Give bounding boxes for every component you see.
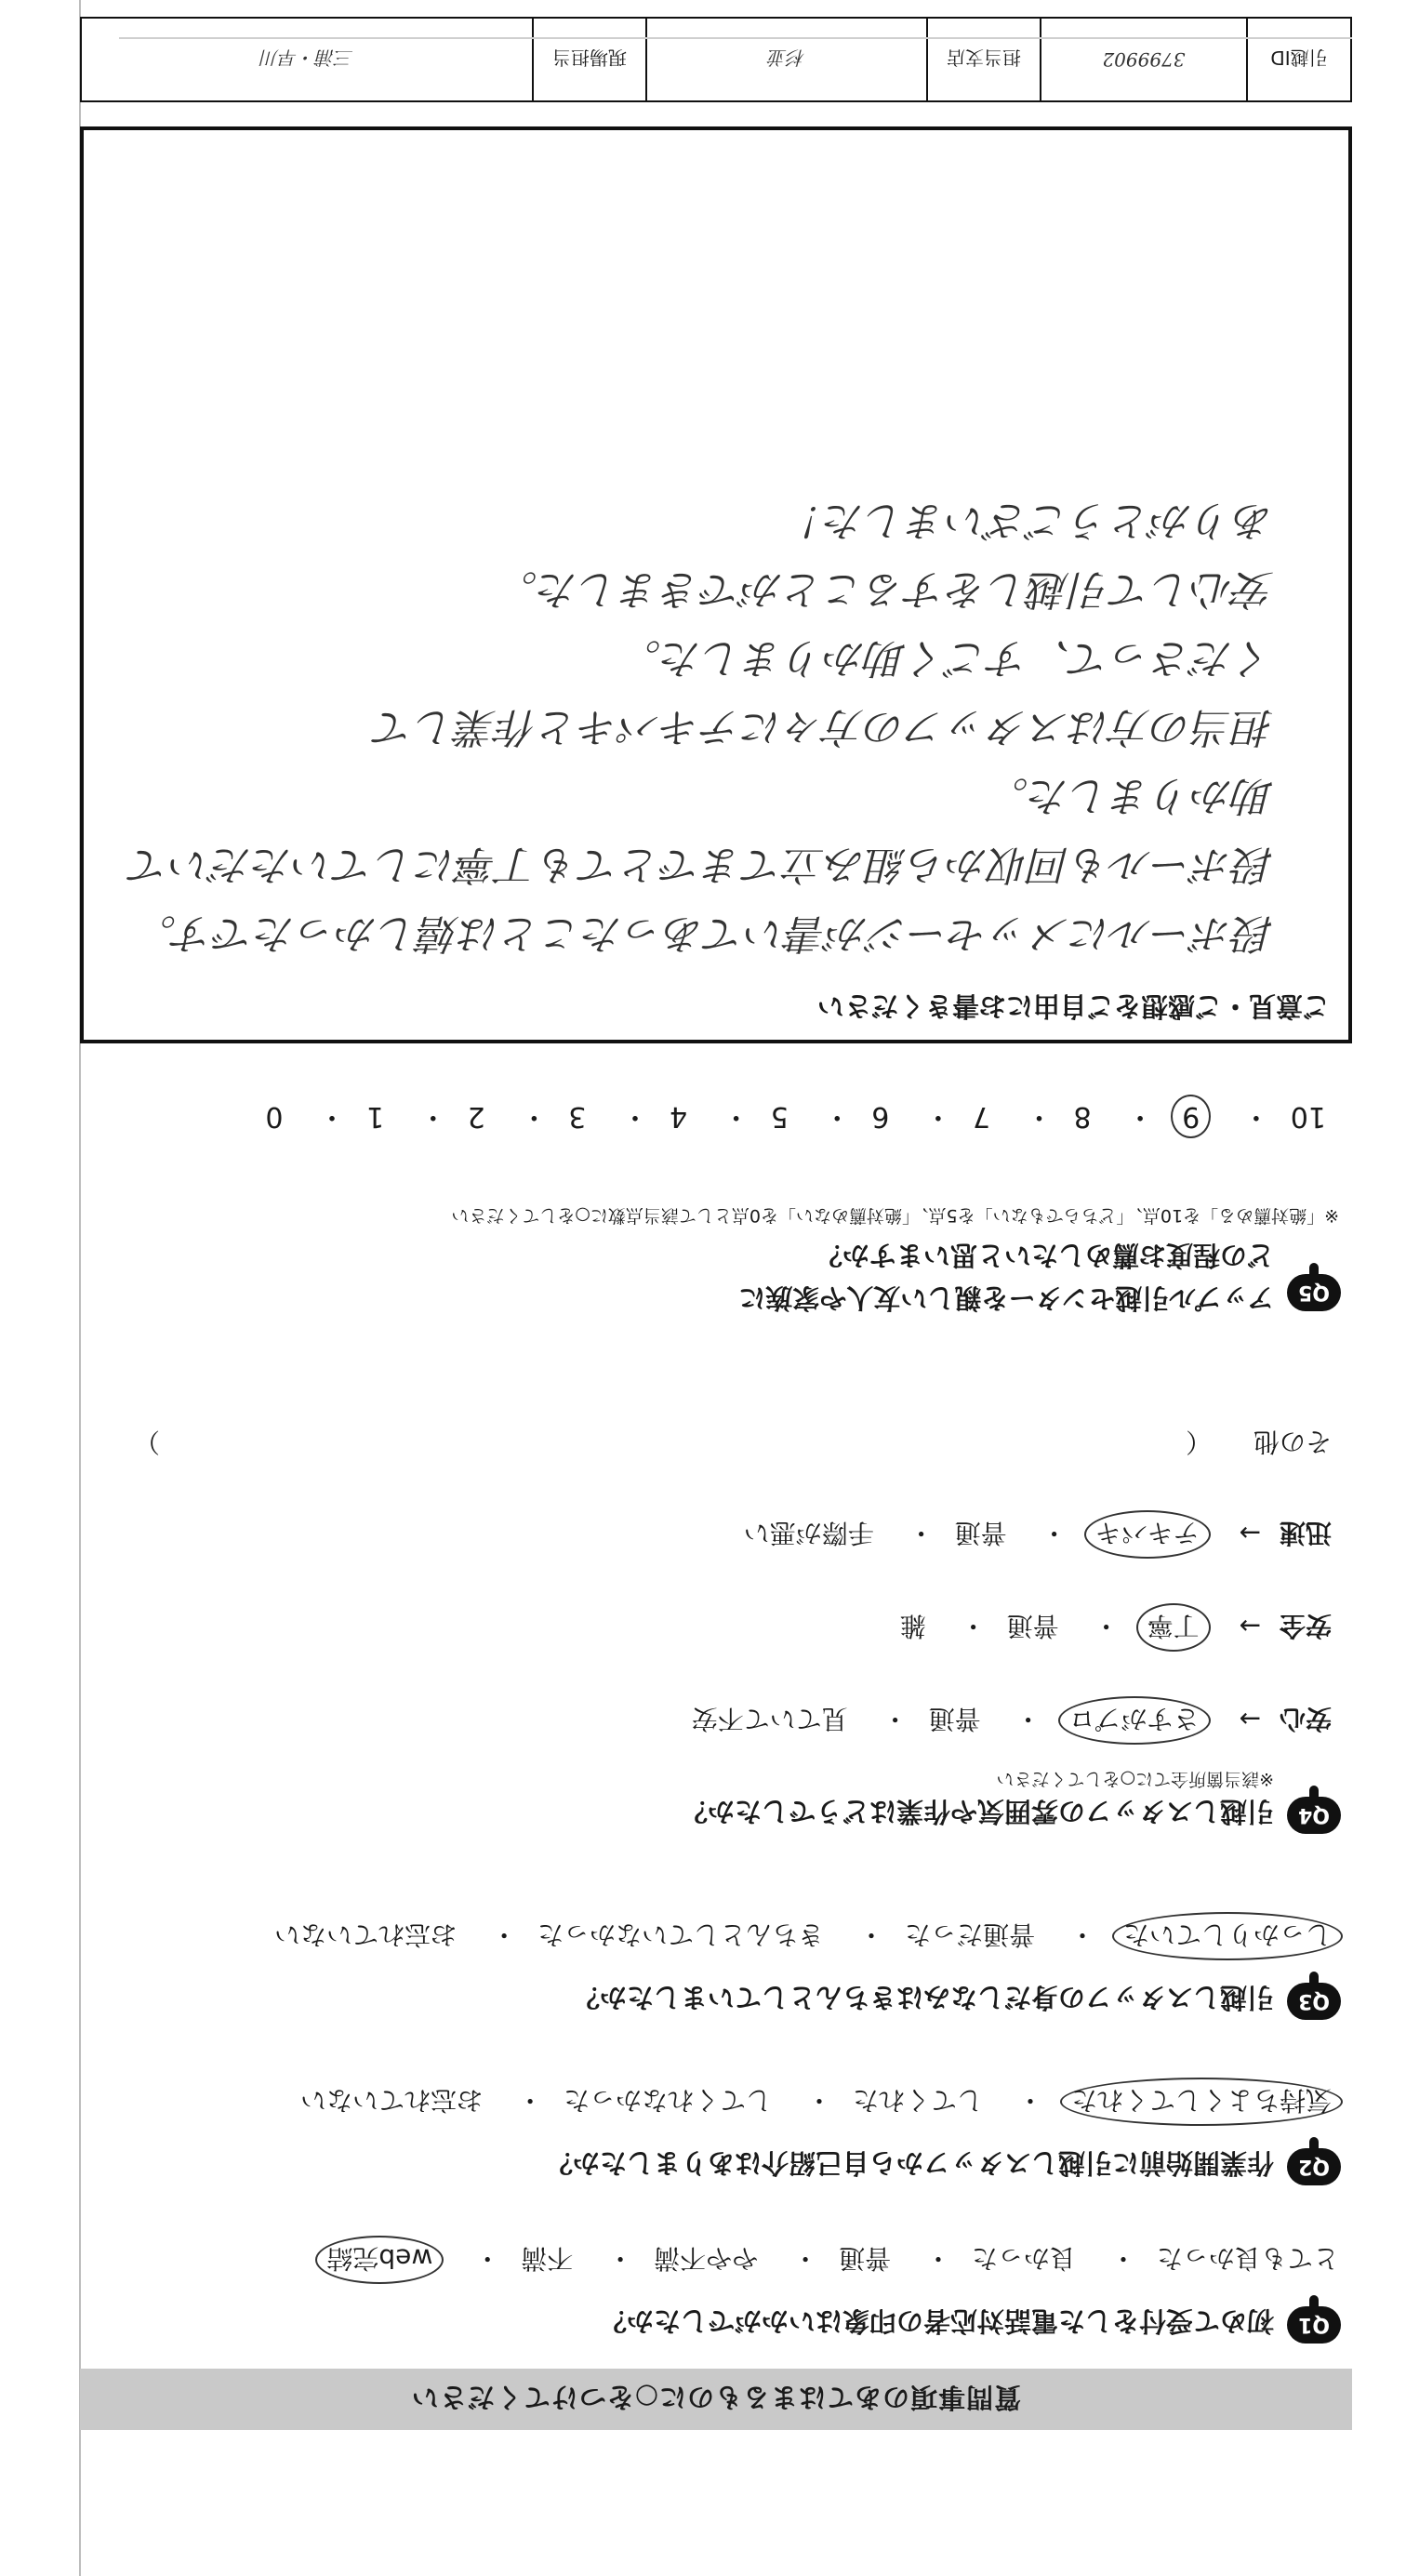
q4-row-jinsoku: 迅速→ テキパキ・ 普通・ 手際が悪い (744, 1516, 1332, 1553)
feedback-line: 担当の方はスタッフの方々にテキパキと作業して (374, 703, 1274, 750)
q1-badge: Q1 (1287, 2306, 1341, 2344)
staff-info-table (80, 17, 1352, 102)
q2-options: 気持ちよくしてくれた・ してくれた・ してくれなかった・ お忘れていない (300, 2083, 1339, 2120)
staff-label: 現場担当 (532, 19, 645, 100)
q5-scale: 10・ 9・ 8・ 7・ 6・ 5・ 4・ 3・ 2・ 1・ 0 (265, 1099, 1326, 1140)
q1-option[interactable]: 普通 (839, 2243, 892, 2274)
q4-row-label: 安心 (1279, 1704, 1332, 1734)
q2-option-selected[interactable]: 気持ちよくしてくれた (1060, 2078, 1343, 2126)
q4-row-label: 安全 (1279, 1611, 1332, 1641)
q4-other-label: その他 (1253, 1427, 1332, 1457)
q4-option-selected[interactable]: さすがプロ (1058, 1696, 1211, 1745)
q5-note: ※「絶対薦める」を10点、「どちらでもない」を5点、「絶対薦めない」を0点として該当点数に○をしてください (451, 1205, 1339, 1226)
q3-option[interactable]: きちんとしていなかった (537, 1919, 825, 1950)
branch-label: 担当支店 (926, 19, 1040, 100)
q5-badge: Q5 (1287, 1274, 1341, 1311)
staff-value[interactable]: 三浦・早川 (260, 46, 353, 70)
q5-question-line2: どの程度お薦めしたいと思いますか？ (815, 1240, 1274, 1271)
q5-score[interactable]: 2 (467, 1100, 485, 1133)
feedback-line: 助かりました。 (988, 772, 1274, 819)
q5-score[interactable]: 1 (366, 1100, 385, 1133)
feedback-box[interactable] (80, 126, 1352, 1043)
feedback-text (121, 485, 1274, 967)
q2-option[interactable]: してくれなかった (564, 2085, 773, 2116)
q1-option[interactable]: 不満 (521, 2243, 574, 2274)
feedback-line: 安心して引越しをすることができました。 (497, 565, 1274, 613)
q4-option[interactable]: 普通 (1006, 1611, 1059, 1641)
q1-question: 初めて受付をした電話対応者の印象はいかがでしたか？ (599, 2305, 1274, 2337)
q1-option[interactable]: とても良かった (1156, 2243, 1339, 2274)
move-id-label: 引越ID (1246, 19, 1350, 100)
branch-value[interactable]: 杉並 (645, 19, 926, 100)
q4-row-label: 迅速 (1279, 1518, 1332, 1548)
q4-other (113, 1425, 1332, 1462)
q4-option[interactable]: 手際が悪い (743, 1518, 874, 1548)
feedback-title: ご意見・ご感想をご自由にお書きください (816, 990, 1330, 1022)
q4-row-anzen: 安全→ 丁寧・ 普通・ 雑 (900, 1609, 1332, 1646)
q5-score[interactable]: 0 (265, 1100, 284, 1133)
q2-option[interactable]: してくれた (853, 2085, 984, 2116)
q1-option-selected[interactable]: web完結 (315, 2236, 444, 2284)
q4-option[interactable]: 普通 (928, 1704, 981, 1734)
q2-badge: Q2 (1287, 2148, 1341, 2185)
q5-score[interactable]: 10 (1290, 1100, 1326, 1133)
q5-score[interactable]: 4 (669, 1100, 688, 1133)
q2-option[interactable]: お忘れていない (300, 2085, 484, 2116)
q5-score[interactable]: 6 (871, 1100, 890, 1133)
q3-option-selected[interactable]: しっかりしていた (1112, 1912, 1343, 1960)
q3-options: しっかりしていた・ 普通だった・ きちんとしていなかった・ お忘れていない (274, 1918, 1339, 1955)
q1-option[interactable]: やや不満 (654, 2243, 759, 2274)
move-id-value[interactable]: 3799902 (1040, 19, 1246, 100)
q4-option-selected[interactable]: 丁寧 (1136, 1603, 1211, 1652)
q4-other-open: （ (1186, 1427, 1213, 1457)
q3-option[interactable]: お忘れていない (274, 1919, 458, 1950)
bottom-divider (119, 37, 1352, 39)
q4-option[interactable]: 雑 (899, 1611, 926, 1641)
instruction-banner: 質問事項のあてはまるものに○をつけてください (80, 2369, 1352, 2430)
q4-note: ※該当箇所全てに○をしてください (996, 1769, 1274, 1789)
q4-option[interactable]: 見ていて不安 (691, 1704, 848, 1734)
q4-question: 引越しスタッフの雰囲気や作業はどうでしたか？ (680, 1796, 1274, 1827)
q4-option-selected[interactable]: テキパキ (1084, 1510, 1211, 1559)
feedback-line: ありがとうございました！ (783, 497, 1274, 544)
feedback-line: くださって、すごく助かりました。 (619, 634, 1274, 682)
q5-score[interactable]: 8 (1073, 1100, 1092, 1133)
q4-other-close: ） (133, 1427, 160, 1457)
q5-score[interactable]: 5 (770, 1100, 789, 1133)
q3-badge: Q3 (1287, 1983, 1341, 2020)
q4-row-anshin: 安心→ さすがプロ・ 普通・ 見ていて不安 (692, 1702, 1332, 1739)
feedback-line: 段ボールにメッセージが書いてあったことは嬉しかったです。 (135, 910, 1274, 957)
q1-option[interactable]: 良かった (972, 2243, 1077, 2274)
q4-option[interactable]: 普通 (954, 1518, 1007, 1548)
q5-score[interactable]: 3 (568, 1100, 587, 1133)
q4-badge: Q4 (1287, 1797, 1341, 1834)
q1-options: とても良かった・ 良かった・ 普通・ やや不満・ 不満・ web完結 (319, 2241, 1339, 2278)
q5-question-line1: アップル引越センターを親しい友人や家族に (738, 1282, 1274, 1314)
q3-question: 引越しスタッフの身だしなみはきちんとしていましたか？ (572, 1982, 1274, 2013)
q2-question: 作業開始前に引越しスタッフから自己紹介はありましたか？ (545, 2147, 1274, 2179)
q5-score-selected[interactable]: 9 (1171, 1095, 1211, 1138)
q3-option[interactable]: 普通だった (905, 1919, 1036, 1950)
feedback-line: 段ボールも回収から組み立てまでとても丁寧にしていただいて (128, 841, 1274, 888)
q5-score[interactable]: 7 (972, 1100, 990, 1133)
